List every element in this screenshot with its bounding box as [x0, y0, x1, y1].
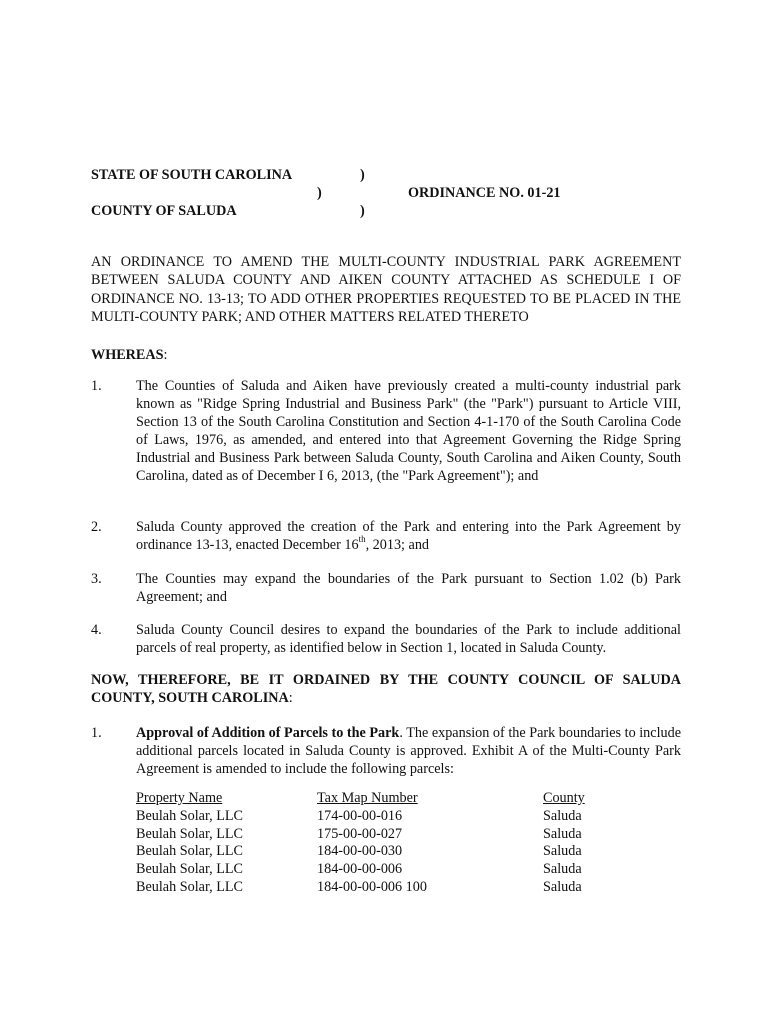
tax-map-number: 184-00-00-030 [317, 843, 403, 860]
item-text-part: Saluda County approved the creation of the Park and entering into the Park Agreement by ordinance 13-13, enacted December 16 [136, 519, 681, 553]
whereas-heading [91, 346, 167, 364]
enactment-clause [91, 671, 681, 707]
section-text [136, 724, 681, 778]
item-text: Saluda County Council desires to expand the boundaries of the Park to include additional parcels of real property, as identified below in Section 1, located in Saluda County. [136, 622, 681, 656]
table-row [136, 843, 603, 861]
caption-paren: ) [317, 185, 322, 201]
table-row [136, 861, 603, 879]
tax-map-number: 184-00-00-006 100 [317, 878, 427, 895]
tax-map-number: 174-00-00-016 [317, 807, 403, 824]
state-caption: STATE OF SOUTH CAROLINA [91, 167, 293, 183]
ordinance-title: AN ORDINANCE TO AMEND THE MULTI-COUNTY INDUSTRIAL PARK AGREEMENT BETWEEN SALUDA COUNTY AND AIKEN COUNTY ATTACHED AS SCHEDULE I OF ORDINANCE NO. 13-13; TO ADD OTHER PROPERTIES REQUESTED TO BE PLACED IN THE MULTI-COUNTY PARK; AND OTHER MATTERS RELATED THERETO [91, 254, 681, 326]
item-text-part: , 2013; and [365, 537, 430, 553]
section-1 [91, 724, 681, 778]
column-header: Property Name [136, 790, 223, 806]
parcels-table [136, 790, 603, 897]
county: Saluda [543, 878, 582, 895]
item-text [136, 518, 681, 554]
table-header-row [136, 790, 603, 808]
table-row [136, 826, 603, 844]
enactment-colon: : [288, 690, 293, 706]
property-name: Beulah Solar, LLC [136, 861, 244, 878]
property-name: Beulah Solar, LLC [136, 807, 244, 824]
whereas-item [91, 377, 681, 485]
item-number: 4. [91, 622, 102, 638]
whereas-item [91, 518, 681, 554]
section-body: . The expansion of the Park boundaries to include additional parcels located in Saluda County is approved. Exhibit A of the Multi-County Park Agreement is amended to include the following parcels: [136, 725, 681, 777]
ordinal-suffix: th [358, 534, 366, 545]
enactment-text: NOW, THEREFORE, BE IT ORDAINED BY THE COUNTY COUNCIL OF SALUDA COUNTY, SOUTH CAROLINA [91, 672, 681, 706]
county: Saluda [543, 825, 582, 842]
property-name: Beulah Solar, LLC [136, 825, 244, 842]
item-text: The Counties of Saluda and Aiken have previously created a multi-county industrial park known as "Ridge Spring Industrial and Business Park" (the "Park") pursuant to Article VIII, Section 13 of the South Carolina Constitution and Section 4-1-170 of the South Carolina Code of Laws, 1976, as amended, and entered into that Agreement Governing the Ridge Spring Industrial and Business Park between Saluda County, South Carolina and Aiken County, South Carolina, dated as of December I 6, 2013, (the "Park Agreement"); and [136, 378, 681, 484]
tax-map-number: 184-00-00-006 [317, 861, 403, 878]
whereas-item [91, 570, 681, 606]
table-row [136, 808, 603, 826]
column-header: County [543, 790, 585, 806]
county: Saluda [543, 843, 582, 860]
table-row [136, 879, 603, 897]
county: Saluda [543, 861, 582, 878]
item-number: 2. [91, 519, 102, 535]
section-number: 1. [91, 725, 102, 741]
caption-paren: ) [360, 203, 365, 219]
county-caption: COUNTY OF SALUDA [91, 203, 237, 219]
item-text: The Counties may expand the boundaries of the Park pursuant to Section 1.02 (b) Park Agreement; and [136, 571, 681, 605]
whereas-colon: : [163, 347, 168, 363]
section-heading: Approval of Addition of Parcels to the Park [136, 725, 400, 741]
whereas-label: WHEREAS [91, 347, 164, 363]
item-number: 1. [91, 378, 102, 394]
whereas-item [91, 621, 681, 657]
column-header: Tax Map Number [317, 790, 418, 806]
ordinance-number: ORDINANCE NO. 01-21 [408, 185, 561, 201]
item-number: 3. [91, 571, 102, 587]
tax-map-number: 175-00-00-027 [317, 825, 403, 842]
caption-paren: ) [360, 167, 365, 183]
county: Saluda [543, 807, 582, 824]
property-name: Beulah Solar, LLC [136, 843, 244, 860]
property-name: Beulah Solar, LLC [136, 878, 244, 895]
